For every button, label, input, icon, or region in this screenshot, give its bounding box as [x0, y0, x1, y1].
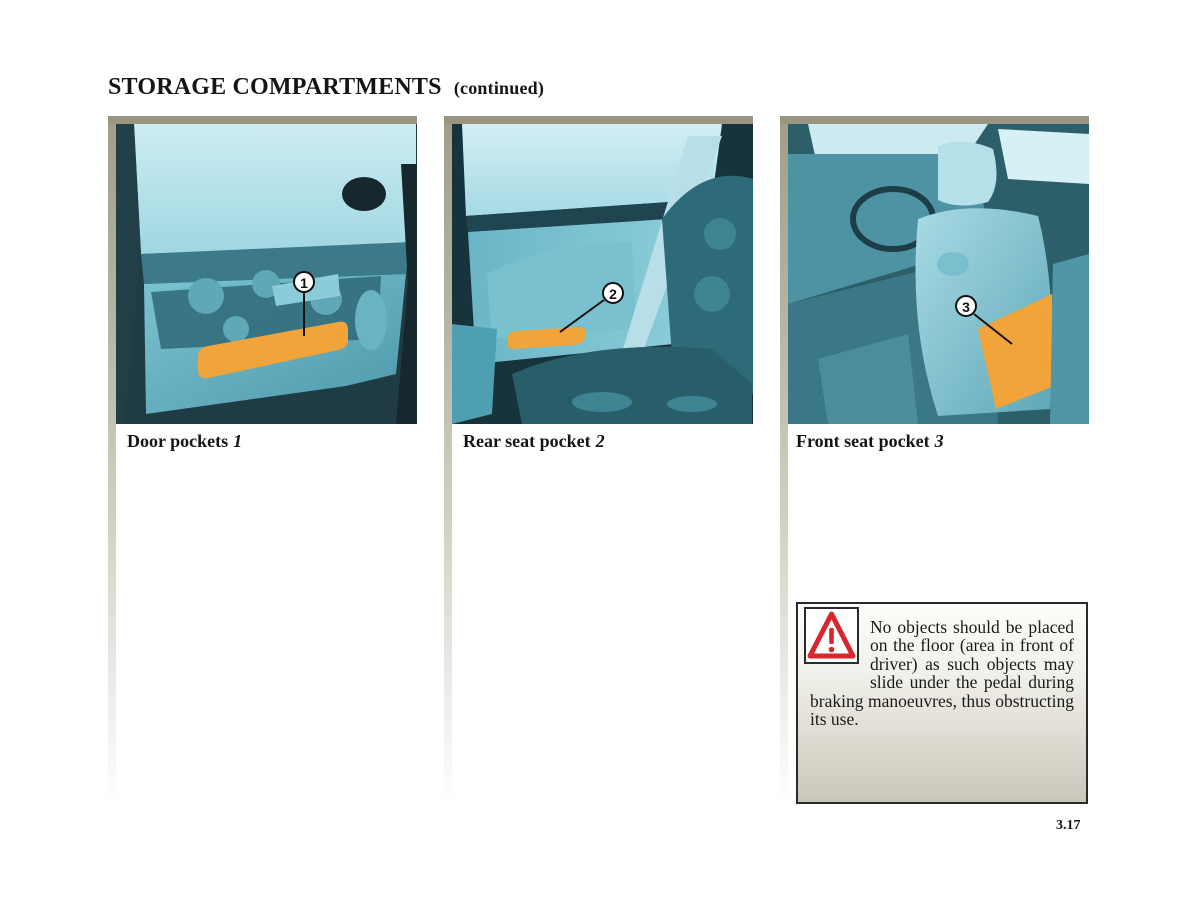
column-rail	[108, 116, 116, 806]
front-seat-pocket-photo	[788, 124, 1089, 424]
column-top-bar	[108, 116, 417, 124]
warning-message: No objects should be placed on the floor (area in front of driver) as such objects may slide under the pedal during braking manoeuvres, thus obstructing its use.	[810, 617, 1074, 730]
door-pocket-photo	[116, 124, 417, 424]
rear-seat-illustration	[452, 124, 753, 424]
column-rail	[444, 116, 452, 806]
door-interior-illustration	[116, 124, 417, 424]
caption-text: Door pockets	[127, 431, 229, 451]
caption-text: Front seat pocket	[796, 431, 930, 451]
page-title-suffix: (continued)	[453, 78, 545, 98]
section-rear-seat-pocket	[444, 116, 753, 806]
callout-label: 2	[609, 286, 617, 302]
warning-text	[810, 618, 1074, 728]
section-door-pockets	[108, 116, 417, 806]
section-caption	[127, 431, 242, 452]
page-title-main: STORAGE COMPARTMENTS	[108, 74, 442, 100]
rear-seat-pocket-photo	[452, 124, 753, 424]
caption-number: 2	[595, 431, 605, 451]
section-caption	[796, 431, 944, 452]
caption-number: 3	[934, 431, 944, 451]
column-top-bar	[444, 116, 753, 124]
front-seat-illustration	[788, 124, 1089, 424]
page-title	[108, 74, 544, 101]
caption-text: Rear seat pocket	[463, 431, 591, 451]
caption-number: 1	[233, 431, 243, 451]
callout-label: 3	[962, 299, 970, 315]
column-rail	[780, 116, 788, 806]
page-number: 3.17	[1056, 818, 1081, 833]
warning-box	[796, 602, 1088, 804]
column-top-bar	[780, 116, 1089, 124]
section-caption	[463, 431, 605, 452]
callout-label: 1	[300, 275, 308, 291]
